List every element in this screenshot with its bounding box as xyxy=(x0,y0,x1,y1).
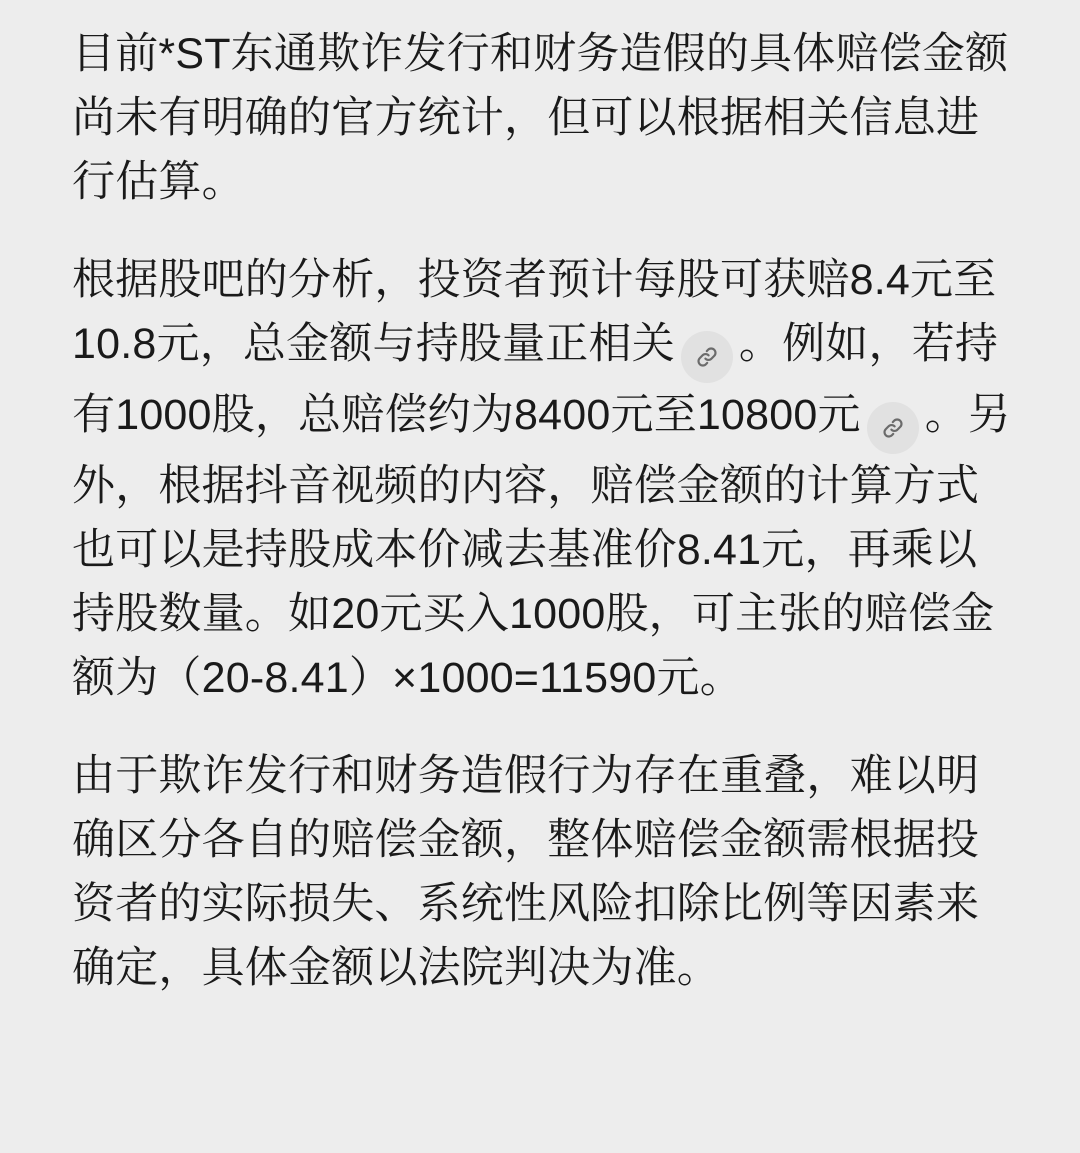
paragraph xyxy=(72,22,1014,214)
paragraph xyxy=(72,744,1014,1000)
paragraph xyxy=(72,248,1014,710)
paragraph-list xyxy=(72,22,1014,1000)
link-icon[interactable] xyxy=(867,402,919,454)
link-icon[interactable] xyxy=(681,331,733,383)
paragraph-text: 根据股吧的分析，投资者预计每股可获赔8.4元至10.8元，总金额与持股量正相关 xyxy=(72,256,997,368)
paragraph-text: 由于欺诈发行和财务造假行为存在重叠，难以明确区分各自的赔偿金额，整体赔偿金额需根据投资者的实际损失、系统性风险扣除比例等因素来确定，具体金额以法院判决为准。 xyxy=(72,752,980,992)
bottom-spacer xyxy=(72,1000,1014,1030)
paragraph-text: 。另外，根据抖音视频的内容，赔偿金额的计算方式也可以是持股成本价减去基准价8.41元，再乘以持股数量。如20元买入1000股，可主张的赔偿金额为（20-8.41）×1000=11590元。 xyxy=(72,391,1012,702)
paragraph-text: 。例如，若持有1000股，总赔偿约为8400元至10800元 xyxy=(72,320,999,439)
paragraph-text: 目前*ST东通欺诈发行和财务造假的具体赔偿金额尚未有明确的官方统计，但可以根据相关信息进行估算。 xyxy=(72,30,1009,206)
